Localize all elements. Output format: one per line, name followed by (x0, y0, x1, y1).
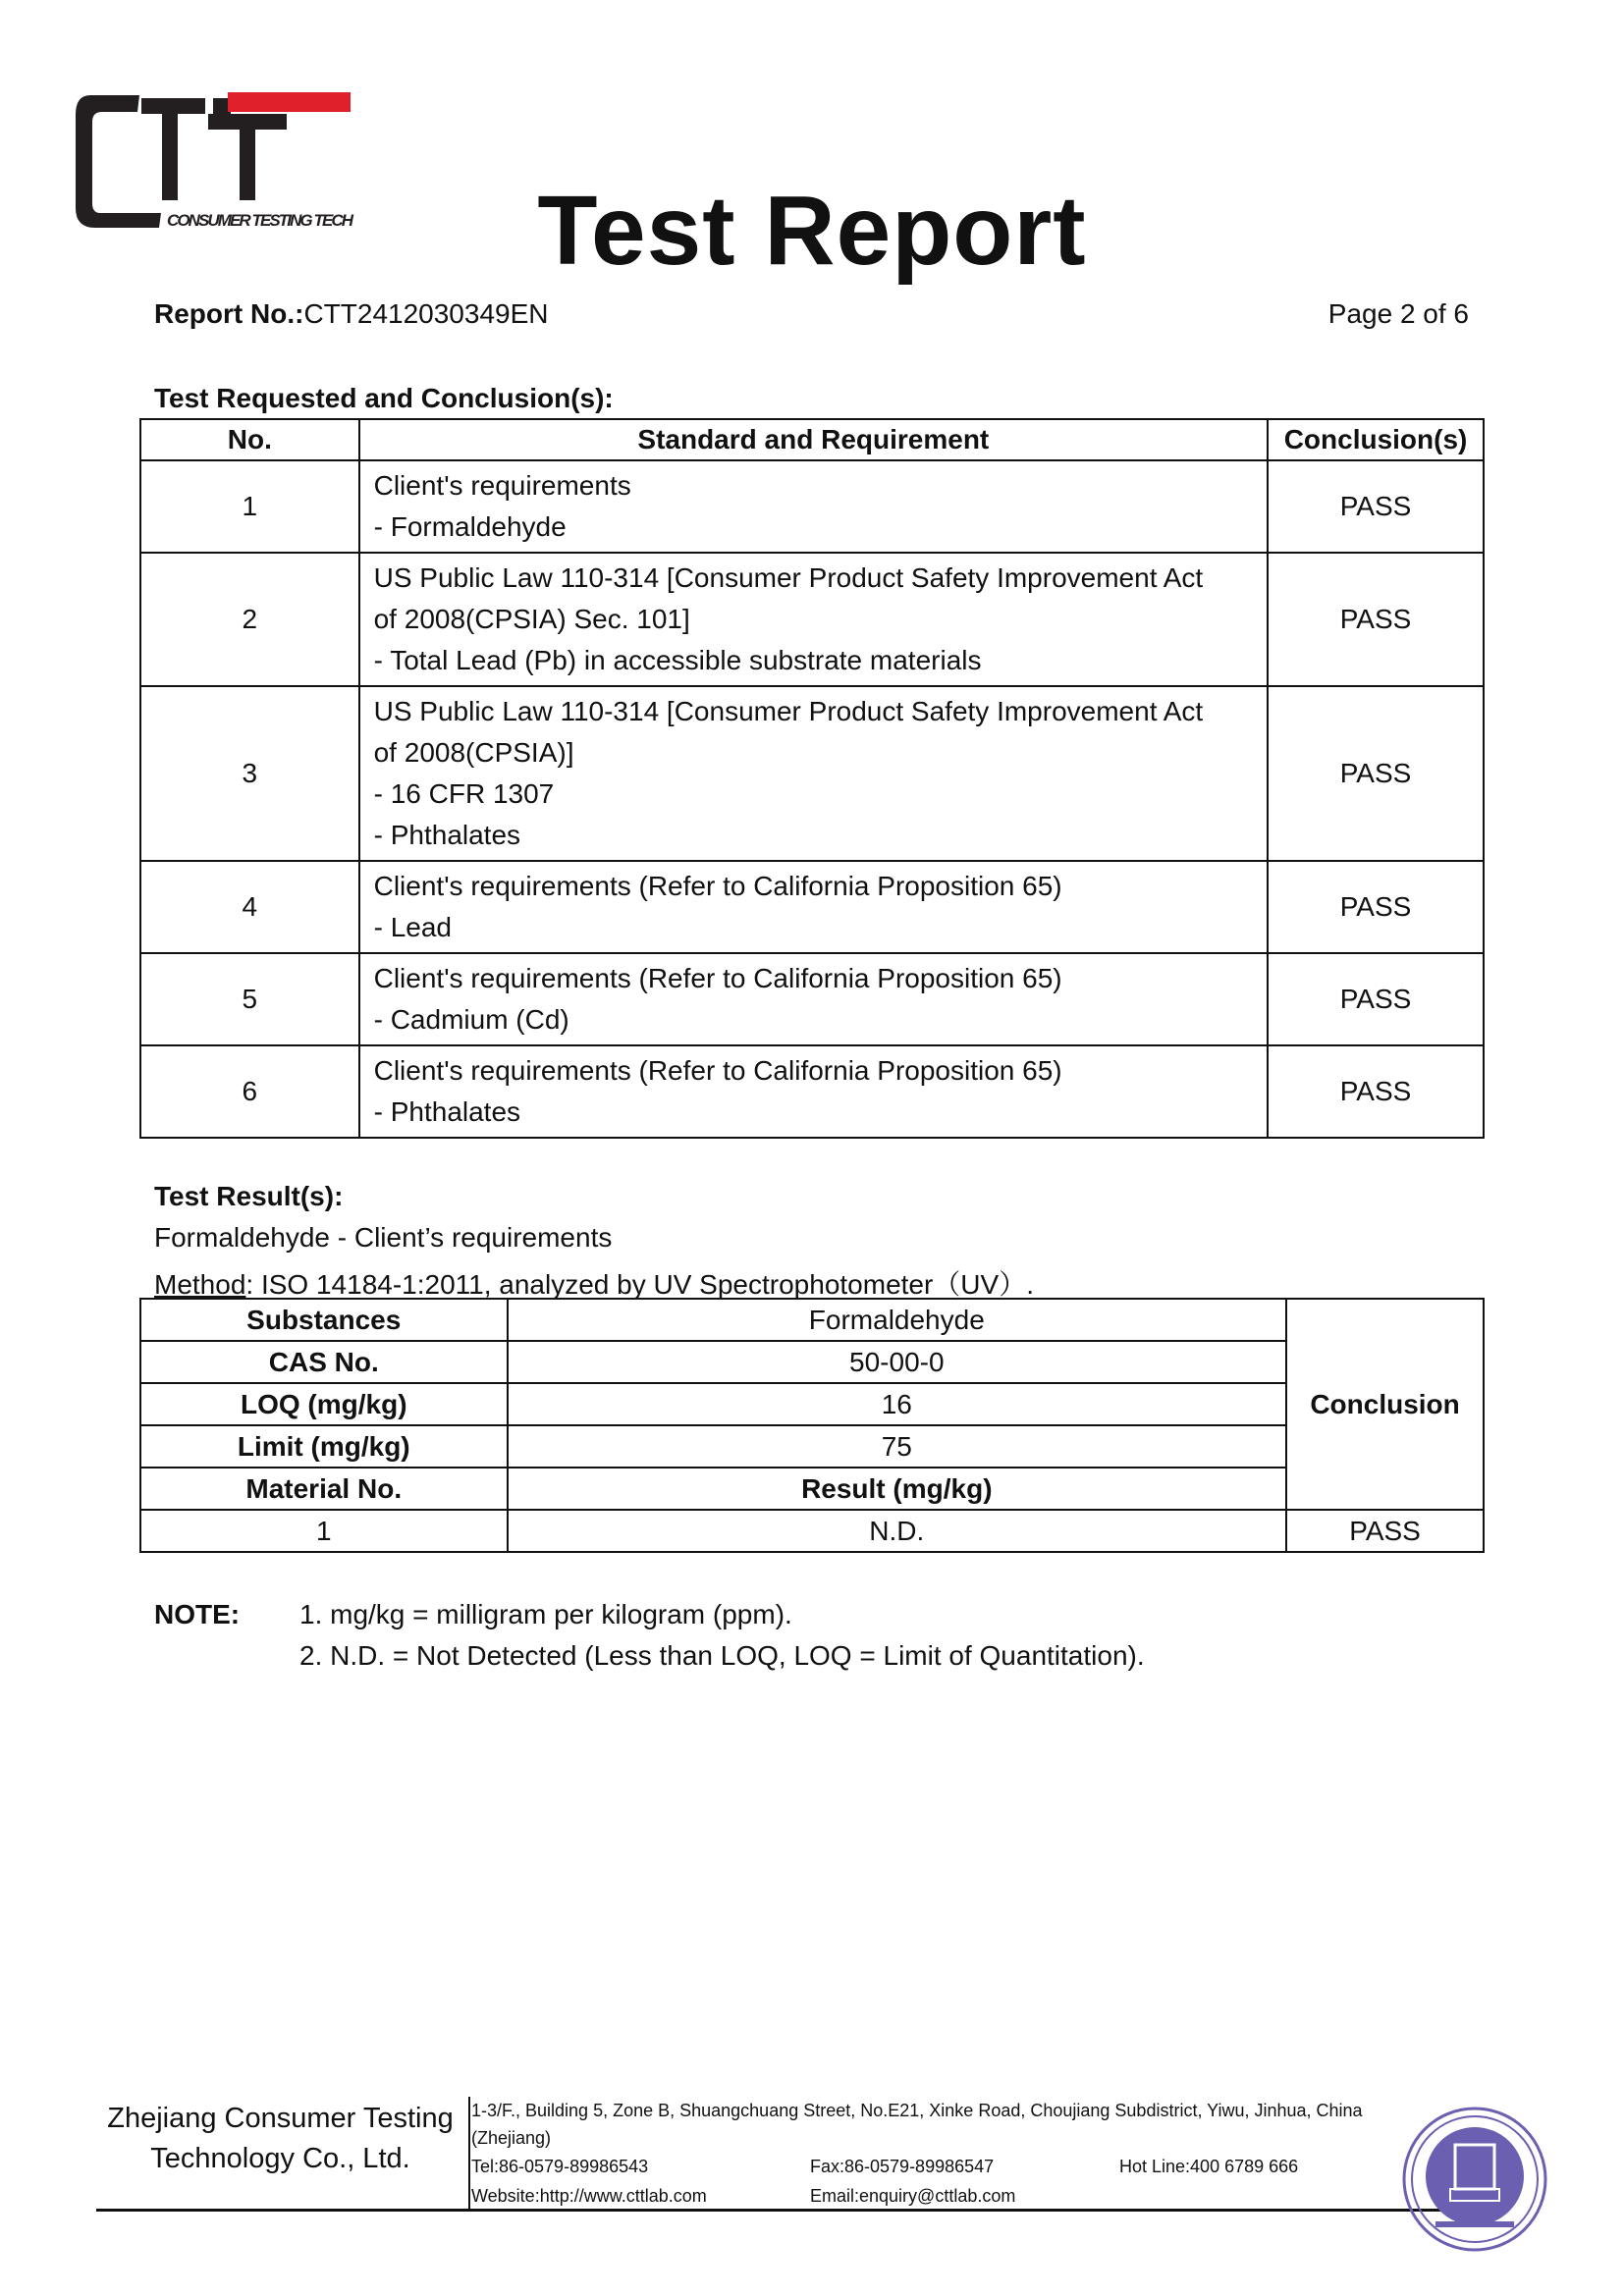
requirement-line: - Phthalates (373, 820, 521, 850)
address-line: 1-3/F., Building 5, Zone B, Shuangchuang Street, No.E21, Xinke Road, Choujiang Subdistrict, Yiwu, Jinhua, China (471, 2101, 1363, 2120)
table-row (140, 460, 1484, 553)
requirement-cell (359, 1045, 1268, 1138)
company-line: Zhejiang Consumer Testing (107, 2103, 454, 2134)
table-row (140, 1045, 1484, 1138)
fax: Fax:86-0579-89986547 (810, 2157, 995, 2176)
table-row (140, 1299, 1484, 1341)
row-label: Limit (mg/kg) (140, 1425, 508, 1468)
requirement-line: Client's requirements (373, 470, 631, 501)
email-link[interactable]: Email:enquiry@cttlab.com (810, 2186, 1016, 2206)
row-number: 4 (140, 861, 359, 953)
requirement-line: - Total Lead (Pb) in accessible substrate materials (373, 645, 982, 675)
results-table (139, 1298, 1485, 1553)
requirement-line: US Public Law 110-314 [Consumer Product Safety Improvement Act (373, 562, 1204, 593)
conclusion-cell: PASS (1268, 553, 1484, 686)
requirement-line: of 2008(CPSIA) Sec. 101] (373, 604, 690, 634)
requirement-line: - Phthalates (373, 1096, 521, 1127)
report-number-value: CTT2412030349EN (303, 298, 549, 329)
footer-divider (468, 2097, 470, 2211)
table-row (140, 1383, 1484, 1425)
requirement-line: - Formaldehyde (373, 511, 567, 542)
report-number-label: Report No.: (154, 298, 304, 329)
row-number: 5 (140, 953, 359, 1045)
conclusion-value: PASS (1286, 1510, 1484, 1552)
table-row (140, 553, 1484, 686)
company-name (96, 2099, 464, 2179)
requirement-cell (359, 553, 1268, 686)
method-label: Method (154, 1269, 246, 1300)
requirement-line: - Cadmium (Cd) (373, 1004, 569, 1035)
column-header: Conclusion(s) (1268, 419, 1484, 460)
row-value: 50-00-0 (508, 1341, 1287, 1383)
results-heading: Test Result(s): (154, 1181, 344, 1211)
table-header-row (140, 419, 1484, 460)
company-seal-icon (1401, 2106, 1548, 2253)
row-number: 1 (140, 460, 359, 553)
report-number (154, 298, 548, 330)
results-subtitle: Formaldehyde - Client’s requirements (154, 1222, 613, 1253)
conclusions-heading: Test Requested and Conclusion(s): (154, 383, 614, 413)
footer-rule (96, 2209, 1471, 2212)
requirement-cell (359, 460, 1268, 553)
method-line (154, 1263, 1034, 1303)
table-row (140, 1425, 1484, 1468)
note-label: NOTE: (154, 1599, 241, 1629)
table-row (140, 1341, 1484, 1383)
table-row (140, 686, 1484, 861)
table-row (140, 953, 1484, 1045)
row-label: LOQ (mg/kg) (140, 1383, 508, 1425)
method-text: : ISO 14184-1:2011, analyzed by UV Spectrophotometer（UV）. (245, 1269, 1034, 1300)
column-header: No. (140, 419, 359, 460)
conclusion-cell: PASS (1268, 460, 1484, 553)
column-header: Standard and Requirement (359, 419, 1268, 460)
requirement-line: of 2008(CPSIA)] (373, 737, 574, 768)
hotline: Hot Line:400 6789 666 (1119, 2157, 1299, 2176)
requirement-line: - Lead (373, 912, 453, 942)
requirement-line: Client's requirements (Refer to California Proposition 65) (373, 963, 1062, 993)
conclusion-cell: PASS (1268, 1045, 1484, 1138)
svg-text:CONSUMER TESTING TECH: CONSUMER TESTING TECH (167, 211, 353, 230)
conclusions-table (139, 418, 1485, 1139)
tel: Tel:86-0579-89986543 (471, 2157, 649, 2176)
requirement-line: Client's requirements (Refer to California Proposition 65) (373, 871, 1062, 901)
row-number: 3 (140, 686, 359, 861)
table-row (140, 1510, 1484, 1552)
row-number: 6 (140, 1045, 359, 1138)
note-item: 1. mg/kg = milligram per kilogram (ppm). (299, 1599, 792, 1629)
table-row (140, 861, 1484, 953)
conclusion-header: Conclusion (1286, 1299, 1484, 1510)
row-label: Material No. (140, 1468, 508, 1510)
table-row (140, 1468, 1484, 1510)
row-value: Formaldehyde (508, 1299, 1287, 1341)
row-label: Substances (140, 1299, 508, 1341)
page-title: Test Report (537, 176, 1087, 286)
conclusion-cell: PASS (1268, 686, 1484, 861)
row-label: CAS No. (140, 1341, 508, 1383)
result-value: N.D. (508, 1510, 1287, 1552)
row-number: 2 (140, 553, 359, 686)
requirement-line: US Public Law 110-314 [Consumer Product Safety Improvement Act (373, 696, 1204, 726)
requirement-line: - 16 CFR 1307 (373, 778, 555, 809)
requirement-cell (359, 953, 1268, 1045)
row-value: 75 (508, 1425, 1287, 1468)
material-number: 1 (140, 1510, 508, 1552)
conclusion-cell: PASS (1268, 861, 1484, 953)
row-value: 16 (508, 1383, 1287, 1425)
company-line: Technology Co., Ltd. (150, 2143, 410, 2174)
conclusion-cell: PASS (1268, 953, 1484, 1045)
requirement-cell (359, 861, 1268, 953)
address-line: (Zhejiang) (471, 2128, 552, 2148)
result-header: Result (mg/kg) (508, 1468, 1287, 1510)
note-item: 2. N.D. = Not Detected (Less than LOQ, LOQ = Limit of Quantitation). (299, 1640, 1145, 1671)
website-link[interactable]: Website:http://www.cttlab.com (471, 2186, 707, 2206)
requirement-line: Client's requirements (Refer to California Proposition 65) (373, 1055, 1062, 1086)
page-number: Page 2 of 6 (1327, 298, 1469, 329)
requirement-cell (359, 686, 1268, 861)
